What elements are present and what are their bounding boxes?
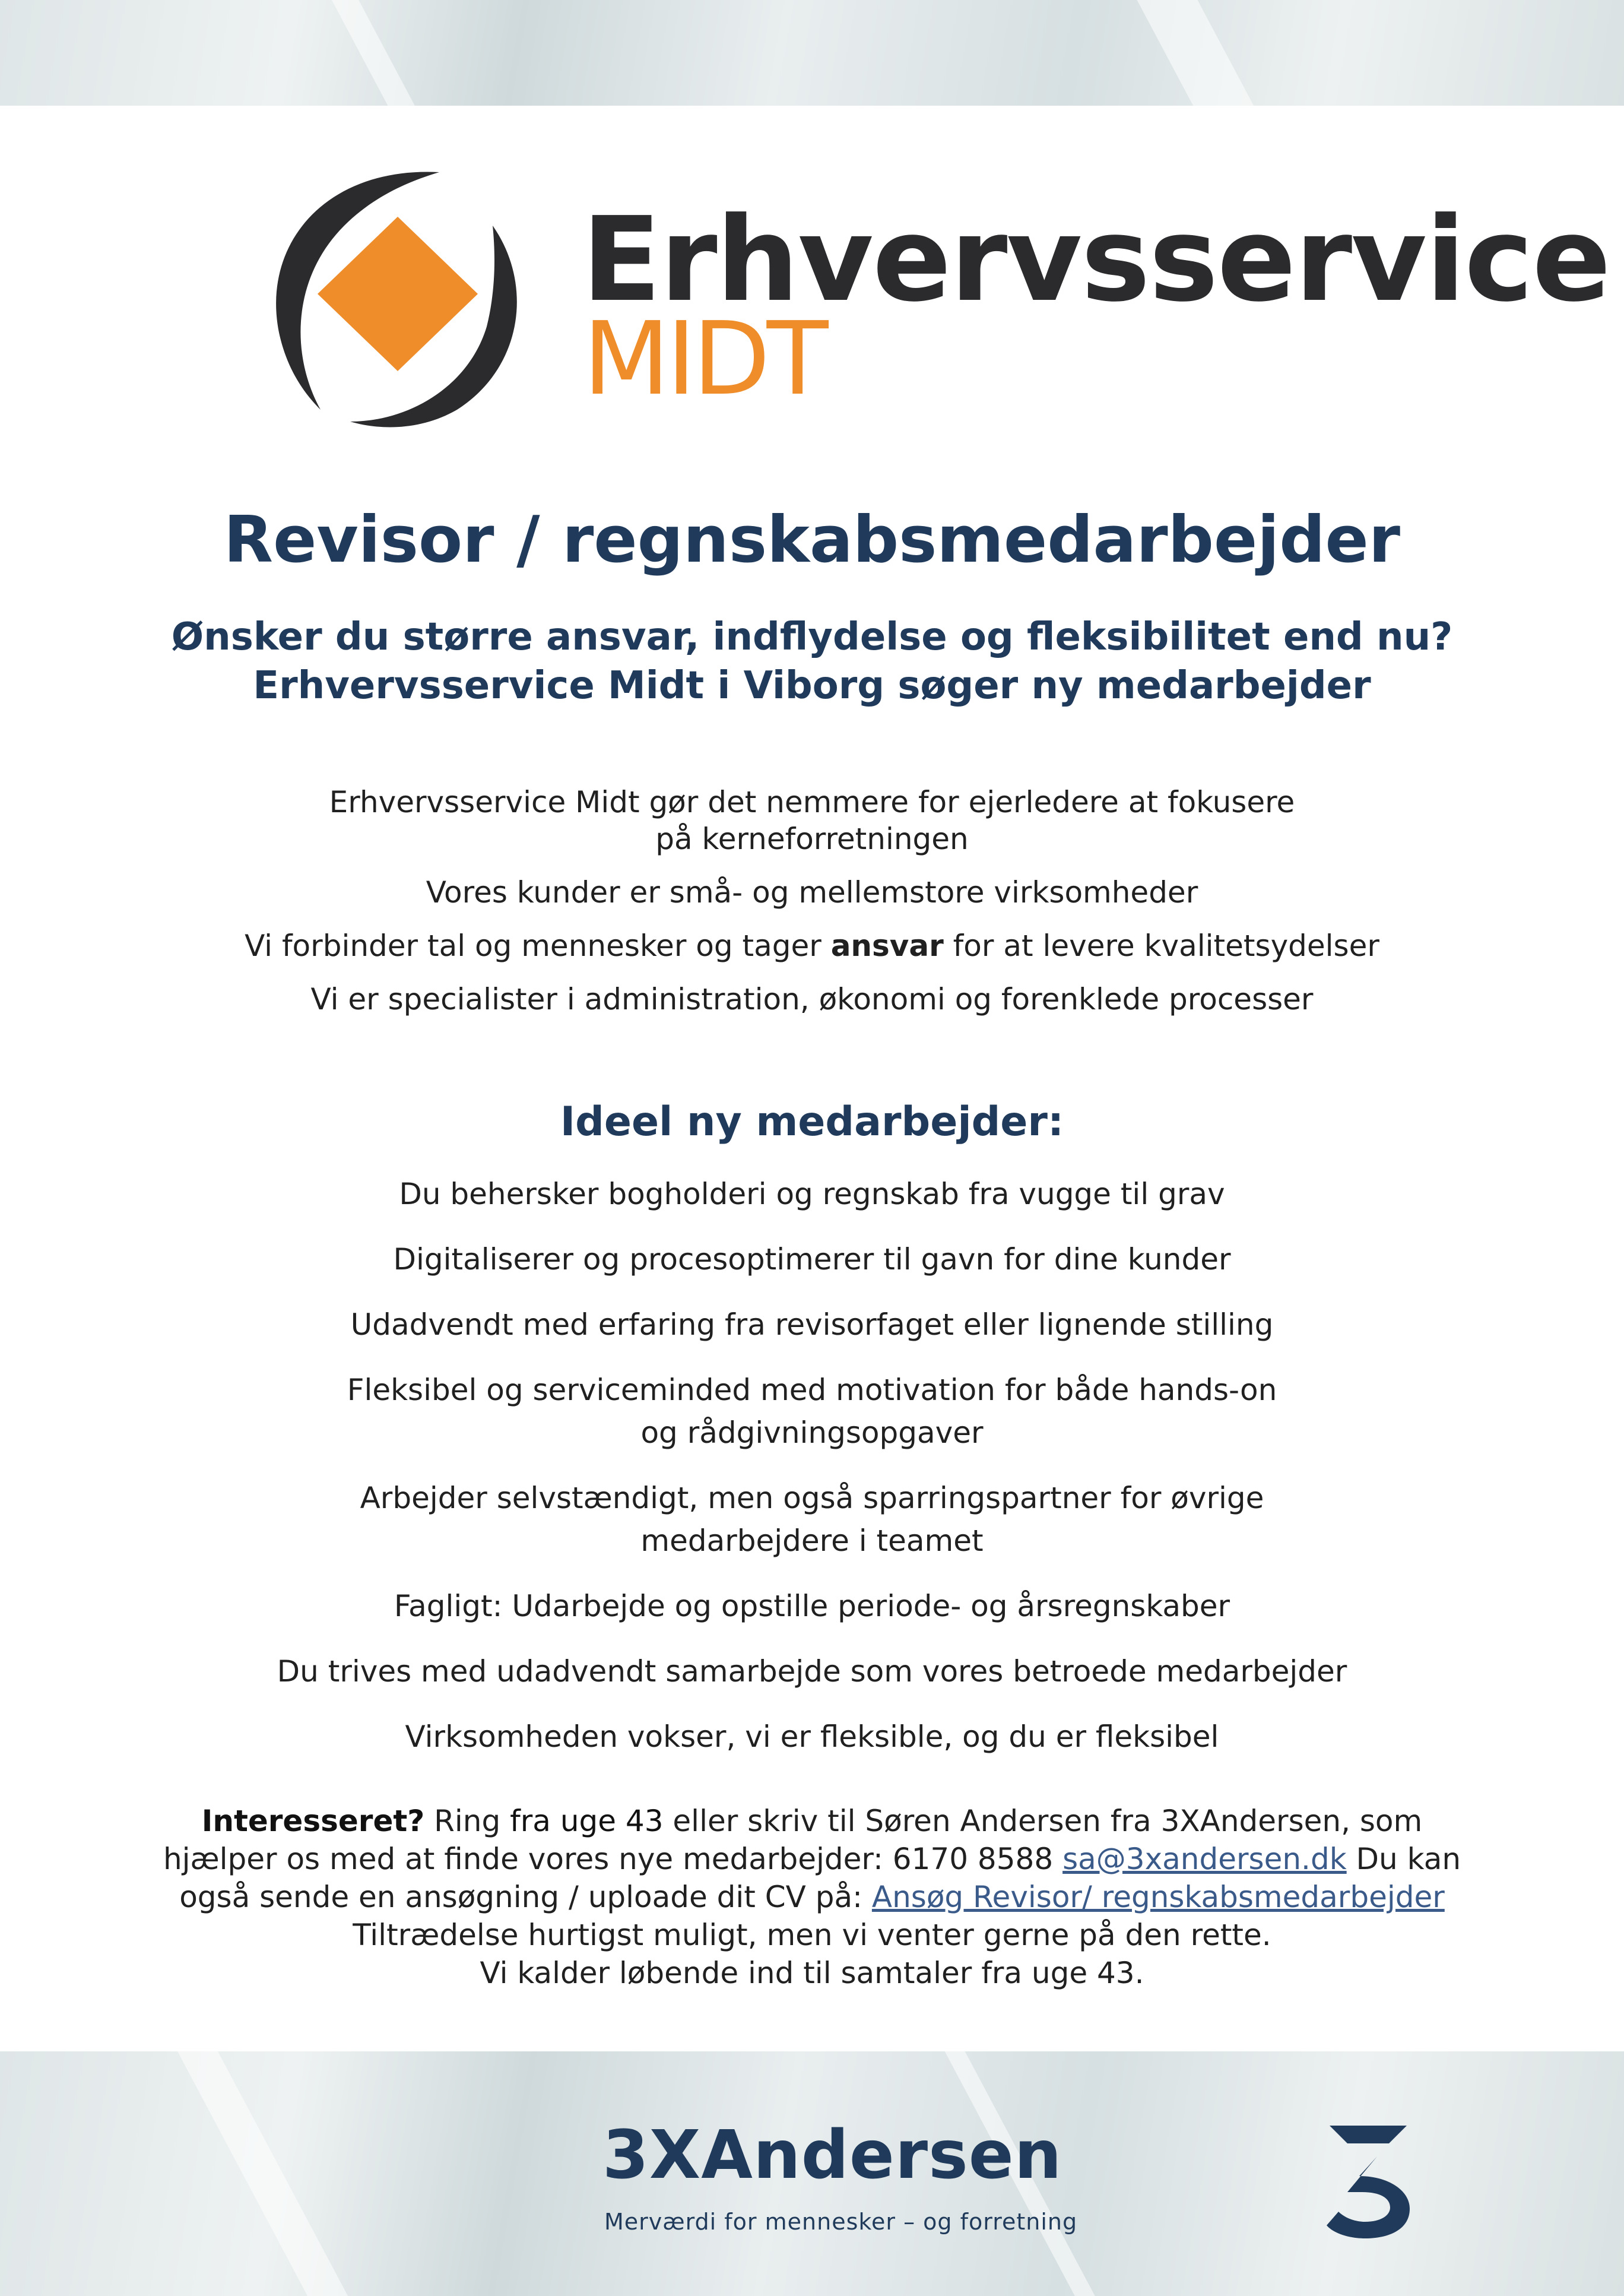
- intro-text: Erhvervsservice Midt gør det nemmere for ejerledere at fokusere: [329, 785, 1295, 819]
- subtitle-line: Erhvervsservice Midt i Viborg søger ny medarbejder: [253, 664, 1371, 708]
- intro-text: Vi forbinder tal og mennesker og tager: [245, 929, 831, 963]
- email-link[interactable]: sa@3xandersen.dk: [1062, 1842, 1347, 1876]
- ideal-item-text: Udadvendt med erfaring fra revisorfaget eller lignende stilling: [350, 1307, 1274, 1342]
- ideal-item-text: Digitaliserer og procesoptimerer til gavn for dine kunder: [393, 1242, 1231, 1277]
- job-title: Revisor / regnskabsmedarbejder: [223, 503, 1401, 577]
- contact-lead: Interesseret?: [201, 1804, 425, 1838]
- contact-line: Tiltrædelse hurtigst muligt, men vi venter gerne på den rette.: [353, 1918, 1271, 1952]
- intro-section: [0, 784, 1624, 1034]
- contact-line: [0, 1878, 1624, 1916]
- footer-tagline: Merværdi for mennesker – og forretning: [604, 2209, 1078, 2235]
- ideal-item: [0, 1173, 1624, 1215]
- contact-week: fra uge 43: [510, 1804, 664, 1838]
- logo-wordmark: Erhvervsservice: [582, 192, 1610, 328]
- band-streak: [173, 2051, 361, 2296]
- contact-line: [0, 1840, 1624, 1878]
- ideal-item-text: medarbejdere i teamet: [640, 1524, 984, 1558]
- intro-paragraph: [0, 784, 1624, 857]
- erhvervsservice-logo-icon: [255, 160, 540, 433]
- intro-text: på kerneforretningen: [655, 822, 969, 856]
- logo-submark: MIDT: [583, 300, 825, 418]
- ideal-item-text: Virksomheden vokser, vi er fleksible, og du er fleksibel: [405, 1719, 1219, 1754]
- apply-link[interactable]: Ansøg Revisor/ regnskabsmedarbejder: [871, 1880, 1445, 1914]
- contact-text: Du kan: [1346, 1842, 1461, 1876]
- ideal-item: [0, 1303, 1624, 1346]
- ideal-item: [0, 1715, 1624, 1758]
- ideal-item-text: Arbejder selvstændigt, men også sparringspartner for øvrige: [360, 1481, 1264, 1515]
- ideal-item-text: og rådgivningsopgaver: [640, 1415, 984, 1450]
- contact-text: hjælper os med at finde vores nye medarbejder: 6170 8588: [163, 1842, 1063, 1876]
- ideal-heading: Ideel ny medarbejder:: [560, 1098, 1064, 1145]
- ideal-item-text: Du trives med udadvendt samarbejde som vores betroede medarbejder: [277, 1654, 1347, 1689]
- 3x-logo-icon: [1324, 2120, 1413, 2238]
- ideal-item-text: Fagligt: Udarbejde og opstille periode- og årsregnskaber: [394, 1589, 1230, 1623]
- header-band: [0, 0, 1624, 106]
- contact-text: Ring: [424, 1804, 510, 1838]
- ideal-item: [0, 1650, 1624, 1693]
- contact-text: eller skriv til Søren Andersen fra 3XAndersen, som: [663, 1804, 1423, 1838]
- ideal-list: [0, 1173, 1624, 1781]
- footer-brand: 3XAndersen: [602, 2117, 1062, 2194]
- band-streak: [1106, 0, 1298, 106]
- subtitle-line: Ønsker du større ansvar, indflydelse og fleksibilitet end nu?: [171, 615, 1453, 659]
- ideal-item: [0, 1238, 1624, 1281]
- intro-paragraph: Vores kunder er små- og mellemstore virksomheder: [426, 875, 1198, 910]
- ideal-item: [0, 1369, 1624, 1454]
- ideal-item-text: Fleksibel og serviceminded med motivation for både hands-on: [347, 1373, 1277, 1407]
- intro-paragraph: Vi er specialister i administration, økonomi og forenklede processer: [310, 982, 1314, 1016]
- contact-section: [0, 1802, 1624, 1992]
- intro-emphasis: ansvar: [830, 929, 944, 963]
- contact-text: også sende en ansøgning / uploade dit CV på:: [179, 1880, 872, 1914]
- contact-line: [0, 1802, 1624, 1840]
- ideal-item: [0, 1585, 1624, 1627]
- contact-line: Vi kalder løbende ind til samtaler fra uge 43.: [480, 1956, 1144, 1990]
- band-streak: [305, 0, 454, 106]
- job-subtitle: [0, 613, 1624, 710]
- intro-text: for at levere kvalitetsydelser: [943, 929, 1379, 963]
- intro-paragraph: [0, 927, 1624, 964]
- ideal-item-text: Du behersker bogholderi og regnskab fra vugge til grav: [399, 1177, 1225, 1211]
- ideal-item: [0, 1477, 1624, 1562]
